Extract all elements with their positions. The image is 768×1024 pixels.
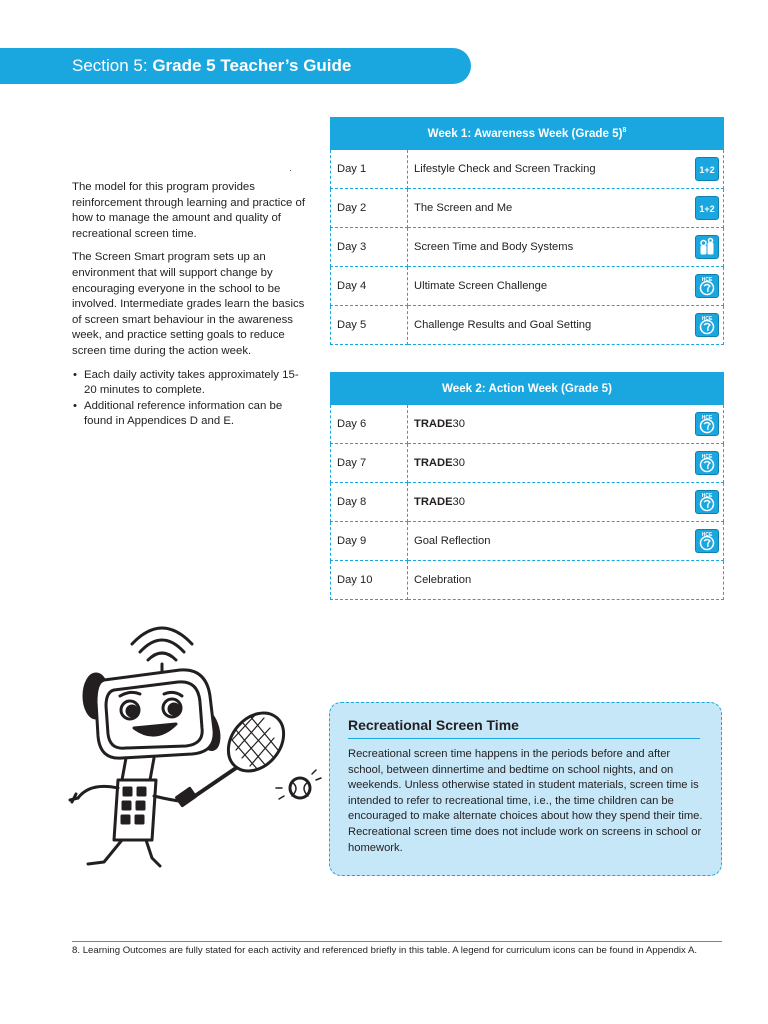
math-icon bbox=[695, 157, 719, 181]
activity-cell bbox=[408, 189, 724, 228]
table-row bbox=[331, 522, 724, 561]
bullet-item: • Each daily activity takes approximately 15-20 minutes to complete. bbox=[84, 368, 310, 399]
footnote-number: 8. bbox=[72, 945, 81, 956]
infobox-body: Recreational screen time happens in the periods before and after school, between dinnertime and bedtime on school nights, and on weekends. Unless otherwise stated in student materials, screen time is intended to refer to recreational time, i.e., the time children can be encouraged to make alternate choices about how they spend their time. Recreational screen time does not include work on screens in school or homework. bbox=[348, 748, 703, 854]
robot-tennis-illustration bbox=[60, 612, 330, 882]
activity-label: 30 bbox=[452, 496, 465, 508]
activity-label: Ultimate Screen Challenge bbox=[414, 280, 548, 292]
math-icon bbox=[695, 196, 719, 220]
week1-table bbox=[330, 117, 724, 345]
activity-cell bbox=[408, 444, 724, 483]
stray-mark: · bbox=[289, 166, 292, 175]
table-row bbox=[331, 228, 724, 267]
table-row bbox=[331, 444, 724, 483]
science-icon bbox=[695, 235, 719, 259]
day-cell: Day 5 bbox=[331, 306, 408, 345]
table-row bbox=[331, 189, 724, 228]
svg-text:HCE: HCE bbox=[701, 532, 713, 538]
recreational-screen-time-box bbox=[329, 702, 722, 876]
activity-label: Lifestyle Check and Screen Tracking bbox=[414, 163, 596, 175]
table-row bbox=[331, 150, 724, 189]
day-cell: Day 3 bbox=[331, 228, 408, 267]
day-cell: Day 9 bbox=[331, 522, 408, 561]
footnote-text: Learning Outcomes are fully stated for each activity and referenced briefly in this table. A legend for curriculum icons can be found in Appendix A. bbox=[82, 945, 698, 956]
intro-paragraph-1: The model for this program provides reinforcement through learning and practice of how to manage the amount and quality of recreational screen time. bbox=[72, 181, 306, 240]
table-row bbox=[331, 306, 724, 345]
svg-text:HCE: HCE bbox=[701, 493, 713, 499]
activity-label: Goal Reflection bbox=[414, 535, 491, 547]
footnote-divider bbox=[72, 941, 722, 942]
svg-text:1+2: 1+2 bbox=[699, 204, 715, 214]
week2-table bbox=[330, 372, 724, 600]
infobox-title: Recreational Screen Time bbox=[348, 717, 519, 733]
day-cell: Day 7 bbox=[331, 444, 408, 483]
activity-label: 30 bbox=[452, 418, 465, 430]
activity-label: The Screen and Me bbox=[414, 202, 513, 214]
activity-label-bold: TRADE bbox=[414, 496, 453, 508]
activity-cell bbox=[408, 228, 724, 267]
bullet-item: • Additional reference information can be found in Appendices D and E. bbox=[84, 399, 310, 430]
intro-text bbox=[72, 180, 310, 430]
health-icon bbox=[695, 529, 719, 553]
health-icon bbox=[695, 490, 719, 514]
day-cell: Day 6 bbox=[331, 405, 408, 444]
activity-cell bbox=[408, 522, 724, 561]
activity-cell bbox=[408, 561, 724, 600]
section-title: Grade 5 Teacher’s Guide bbox=[152, 56, 352, 75]
activity-label: Screen Time and Body Systems bbox=[414, 241, 574, 253]
svg-text:HCE: HCE bbox=[701, 277, 713, 283]
health-icon bbox=[695, 412, 719, 436]
footnote bbox=[72, 945, 722, 957]
activity-label: 30 bbox=[452, 457, 465, 469]
week1-title: Week 1: Awareness Week (Grade 5)$^8$ bbox=[331, 118, 724, 150]
svg-text:HCE: HCE bbox=[701, 316, 713, 322]
table-row bbox=[331, 267, 724, 306]
table-row bbox=[331, 405, 724, 444]
table-row bbox=[331, 561, 724, 600]
activity-label: Celebration bbox=[414, 574, 472, 586]
activity-label: Challenge Results and Goal Setting bbox=[414, 319, 592, 331]
activity-label-bold: TRADE bbox=[414, 418, 453, 430]
activity-label-bold: TRADE bbox=[414, 457, 453, 469]
infobox-divider bbox=[348, 738, 700, 739]
table-row bbox=[331, 483, 724, 522]
intro-bullets bbox=[72, 368, 310, 430]
activity-cell bbox=[408, 150, 724, 189]
intro-paragraph-2: The Screen Smart program sets up an environment that will support change by encouraging everyone in the school to be involved. Intermediate grades learn the basics of screen smart behaviour in the awareness week, and practice setting goals to reduce screen time during the action week. bbox=[72, 251, 305, 357]
health-icon bbox=[695, 451, 719, 475]
day-cell: Day 4 bbox=[331, 267, 408, 306]
day-cell: Day 2 bbox=[331, 189, 408, 228]
day-cell: Day 10 bbox=[331, 561, 408, 600]
activity-cell bbox=[408, 267, 724, 306]
day-cell: Day 8 bbox=[331, 483, 408, 522]
svg-text:HCE: HCE bbox=[701, 454, 713, 460]
section-label: Section 5: bbox=[72, 56, 153, 75]
day-cell: Day 1 bbox=[331, 150, 408, 189]
week2-title: Week 2: Action Week (Grade 5) bbox=[331, 373, 724, 405]
activity-cell bbox=[408, 405, 724, 444]
health-icon bbox=[695, 274, 719, 298]
health-icon bbox=[695, 313, 719, 337]
svg-text:1+2: 1+2 bbox=[699, 165, 715, 175]
section-header-banner bbox=[0, 48, 471, 84]
activity-cell bbox=[408, 483, 724, 522]
svg-text:HCE: HCE bbox=[701, 415, 713, 421]
activity-cell bbox=[408, 306, 724, 345]
